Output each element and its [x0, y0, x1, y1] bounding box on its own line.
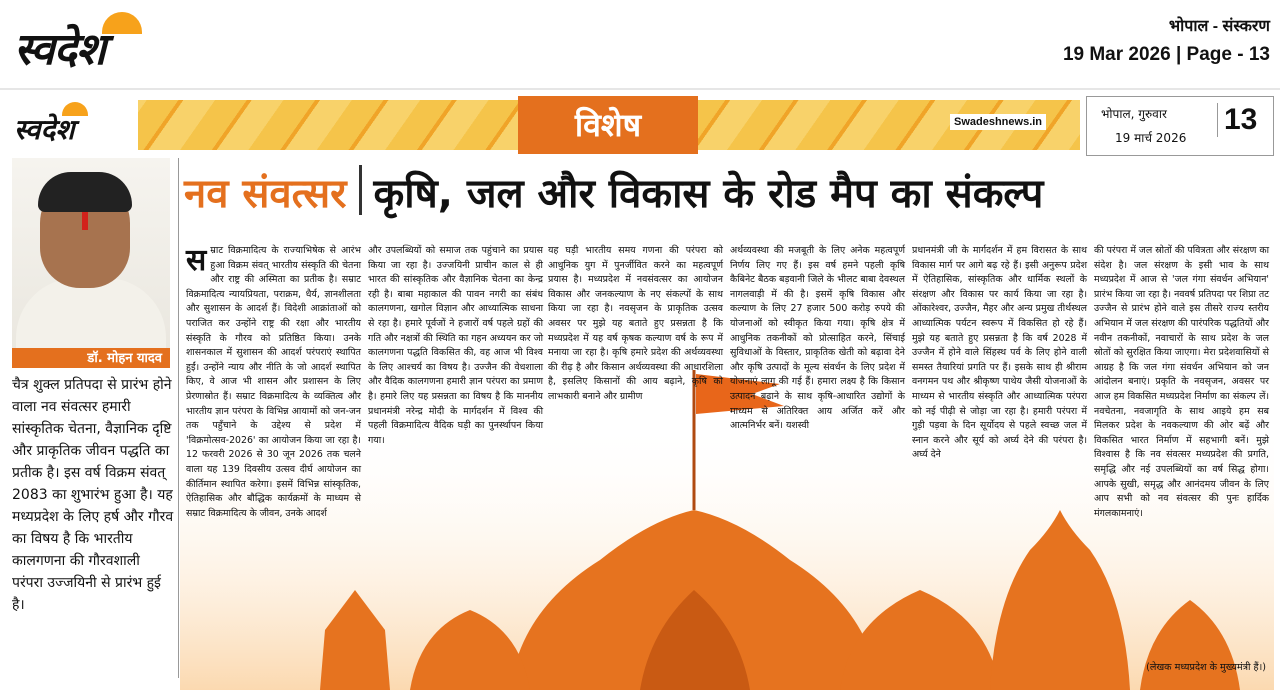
place-day: भोपाल, गुरुवार	[1101, 107, 1167, 121]
article-column-4	[730, 244, 905, 436]
article-column-2	[368, 244, 543, 450]
article-column-3	[548, 244, 723, 407]
drop-cap: स	[186, 243, 207, 278]
divider	[0, 88, 1280, 90]
column-divider	[178, 158, 179, 678]
hair-shape	[38, 172, 132, 212]
headline-kicker: नव संवत्सर	[184, 171, 347, 217]
page-header-band	[10, 96, 1272, 154]
page-number: 13	[1217, 103, 1257, 137]
column-text: प्रधानमंत्री जी के मार्गदर्शन में हम विरासत के साथ विकास मार्ग पर आगे बढ़ रहे हैं। इसी अनुरूप प्रदेश में ऐतिहासिक, सांस्कृतिक और धार्मिक स्थलों के संरक्षण और विकास पर कार्य किया जा रहा है। ओंकारेश्वर, उज्जैन, मैहर और अन्य प्रमुख तीर्थस्थल आध्यात्मिक पर्यटन स्वरूप में विकसित हो रहे हैं। मुझे यह बताते हुए प्रसन्नता है कि वर्ष 2028 में उज्जैन में होने वाले सिंहस्थ पर्व के लिए होने वाली समस्त तैयारियां प्रगति पर हैं। इसके साथ ही श्रीराम वनगमन पथ और श्रीकृष्ण पाथेय जैसी योजनाओं के माध्यम से भारतीय संस्कृति और आध्यात्मिक परंपरा को नई पीढ़ी से जोड़ा जा रहा है। हमारी परंपरा में गुड़ी पड़वा के दिन सूर्योदय से पहले स्वच्छ जल में स्नान करने और सूर्य को अर्घ्य देने की परंपरा है। अर्घ्य देने	[912, 245, 1087, 461]
edition-name[interactable]: भोपाल - संस्करण	[1168, 18, 1270, 35]
article-column-1	[186, 244, 361, 523]
column-text: अर्थव्यवस्था की मजबूती के लिए अनेक महत्वपूर्ण निर्णय लिए गए हैं। इस वर्ष हमने पहली कृषि कैबिनेट बैठक बड़वानी जिले के भीलट बाबा देवस्थल नागलवाड़ी में की है। इसमें कृषि विकास और कल्याण के लिए 27 हजार 500 करोड़ रुपये की योजनाओं को स्वीकृत किया गया। कृषि क्षेत्र में आधुनिक तकनीकों को प्रोत्साहित करने, सिंचाई सुविधाओं के विस्तार, प्राकृतिक खेती को बढ़ावा देने और कृषि उत्पादों के मूल्य संवर्धन के लिए प्रदेश में योजनाएं लागू की गई हैं। हमारा लक्ष्य है कि किसान उत्पादन बढ़ाने के साथ कृषि-आधारित उद्योगों के माध्यम से अतिरिक्त आय अर्जित करें और आत्मनिर्भर बनें। यशस्वी	[730, 245, 905, 432]
edition-info	[1063, 14, 1270, 66]
column-text: और उपलब्धियों को समाज तक पहुंचाने का प्रयास किया जा रहा है। उज्जयिनी प्राचीन काल से ही भारत की सांस्कृतिक और वैज्ञानिक चेतना का केन्द्र रही है। बाबा महाकाल की पावन नगरी का संबंध कालगणना, खगोल विज्ञान और आध्यात्मिक साधना से रहा है। हमारे पूर्वजों ने हजारों वर्ष पहले ग्रहों की गति और नक्षत्रों की स्थिति का गहन अध्ययन कर जो कालगणना पद्धति विकसित की, वह आज भी विश्व के लिए आश्चर्य का विषय है। उज्जैन की वेधशाला और वैदिक कालगणना हमारी ज्ञान परंपरा का प्रमाण है। हमारे लिए यह प्रसन्नता का विषय है कि माननीय प्रधानमंत्री नरेन्द्र मोदी के मार्गदर्शन में विश्व की पहली विक्रमादित्य वैदिक घड़ी का पुनर्स्थापन किया गया।	[368, 245, 543, 446]
site-logo[interactable]	[14, 10, 214, 74]
sun-logo-icon	[102, 12, 142, 34]
website-label: Swadeshnews.in	[950, 114, 1046, 130]
author-photo	[12, 158, 170, 368]
intro-text: चैत्र शुक्ल प्रतिपदा से प्रारंभ होने वाला नव संवत्सर हमारी सांस्कृतिक चेतना, वैज्ञानिक दृष्टि और प्राकृतिक जीवन पद्धति का प्रतीक है। इस वर्ष विक्रम संवत् 2083 का शुभारंभ हुआ है। यह मध्यप्रदेश के लिए हर्ष और गौरव का विषय है कि भारतीय कालगणना की गौरवशाली परंपरा उज्जयिनी से प्रारंभ हुई है।	[12, 377, 174, 613]
column-text: यह घड़ी भारतीय समय गणना की परंपरा को आधुनिक युग में पुनर्जीवित करने का महत्वपूर्ण प्रयास है। मध्यप्रदेश में नवसंवत्सर का आयोजन विकास और जनकल्याण के नए संकल्पों के साथ किया जा रहा है। नवसृजन के प्राकृतिक उत्सव अवसर पर मुझे यह बताते हुए प्रसन्नता है कि मध्यप्रदेश में यह वर्ष कृषक कल्याण वर्ष के रूप में मनाया जा रहा है। कृषि हमारे प्रदेश की अर्थव्यवस्था की रीढ़ है और किसान अर्थव्यवस्था की आधारशिला है, इसलिए किसानों की आय बढ़ाने, कृषि को लाभकारी बनाने और ग्रामीण	[548, 245, 723, 402]
page-logo-text: स्वदेश	[14, 113, 75, 146]
author-caption: डॉ. मोहन यादव	[12, 348, 170, 368]
site-logo-text: स्वदेश	[14, 24, 105, 75]
author-footnote: (लेखक मध्यप्रदेश के मुख्यमंत्री हैं।)	[1146, 662, 1266, 673]
page-logo	[10, 98, 138, 150]
article-column-6	[1094, 244, 1269, 523]
headline-title: कृषि, जल और विकास के रोड मैप का संकल्प	[373, 171, 1044, 217]
section-title: विशेष	[518, 96, 698, 154]
page-date-block	[1086, 96, 1274, 156]
column-text: की परंपरा में जल स्रोतों की पवित्रता और संरक्षण का संदेश है। जल संरक्षण के इसी भाव के साथ मध्यप्रदेश में आज से 'जल गंगा संवर्धन अभियान' प्रारंभ किया जा रहा है। नववर्ष प्रतिपदा पर शिप्रा तट उज्जैन से प्रारंभ होने वाले इस तीसरे राज्य स्तरीय अभियान में जल संरक्षण की पारंपरिक पद्धतियों और नवीन तकनीकों, नवाचारों के साथ प्रदेश के जल स्रोतों को सुरक्षित किया जाएगा। मेरा प्रदेशवासियों से आग्रह है कि जल गंगा संवर्धन अभियान को जन आंदोलन बनाएं। प्रकृति के नवसृजन, अवसर पर आज हम विकसित मध्यप्रदेश निर्माण का संकल्प लें। नवचेतना, नवजागृति के साथ आइये हम सब मिलकर प्रदेश के नवकल्याण की ओर बढ़ें और विकसित भारत निर्माण में सहभागी बनें। मुझे विश्वास है कि नव संवत्सर मध्यप्रदेश की प्रगति, समृद्धि और नई उपलब्धियों का वर्ष सिद्ध होगा। आपके सुखी, समृद्ध और आनंदमय जीवन के लिए आप सभी को नव संवत्सर की पुनः हार्दिक मंगलकामनाएं।	[1094, 245, 1270, 519]
article-column-5	[912, 244, 1087, 465]
column-text: म्राट विक्रमादित्य के राज्याभिषेक से आरंभ हुआ विक्रम संवत् भारतीय संस्कृति की चेतना और राष्ट्र की अस्मिता का प्रतीक है। सम्राट विक्रमादित्य न्यायप्रियता, पराक्रम, धैर्य, ज्ञानशीलता और सुशासन के आदर्श हैं। विदेशी आक्रांताओं को पराजित कर उन्होंने राष्ट्र की रक्षा और भारतीय संस्कृति के गौरव को प्रतिष्ठित किया। उनके शासनकाल में सुशासन की आदर्श परंपराएं स्थापित हुईं। उन्होंने न्याय और नीति के जो आदर्श स्थापित किए, वे आज भी शासन और प्रशासन के लिए प्रेरणास्रोत हैं। सम्राट विक्रमादित्य के व्यक्तित्व और भारतीय ज्ञान परंपरा के विभिन्न आयामों को जन-जन तक पहुँचाने के उद्देश्य से प्रदेश में 'विक्रमोत्सव-2026' का आयोजन किया जा रहा है। 12 फरवरी 2026 से 30 जून 2026 तक चलने वाला यह 139 दिवसीय उत्सव दीर्घ आयोजन का कीर्तिमान स्थापित करेगा। इसमें विभिन्न सांस्कृतिक, ऐतिहासिक और बौद्धिक कार्यक्रमों के माध्यम से सम्राट विक्रमादित्य के जीवन, उनके आदर्श	[186, 245, 361, 519]
tilak-mark	[82, 212, 88, 230]
headline-separator	[359, 165, 362, 215]
page-date: 19 मार्च 2026	[1115, 131, 1187, 145]
headline	[184, 164, 1270, 236]
date-page: 19 Mar 2026 | Page - 13	[1062, 44, 1270, 65]
